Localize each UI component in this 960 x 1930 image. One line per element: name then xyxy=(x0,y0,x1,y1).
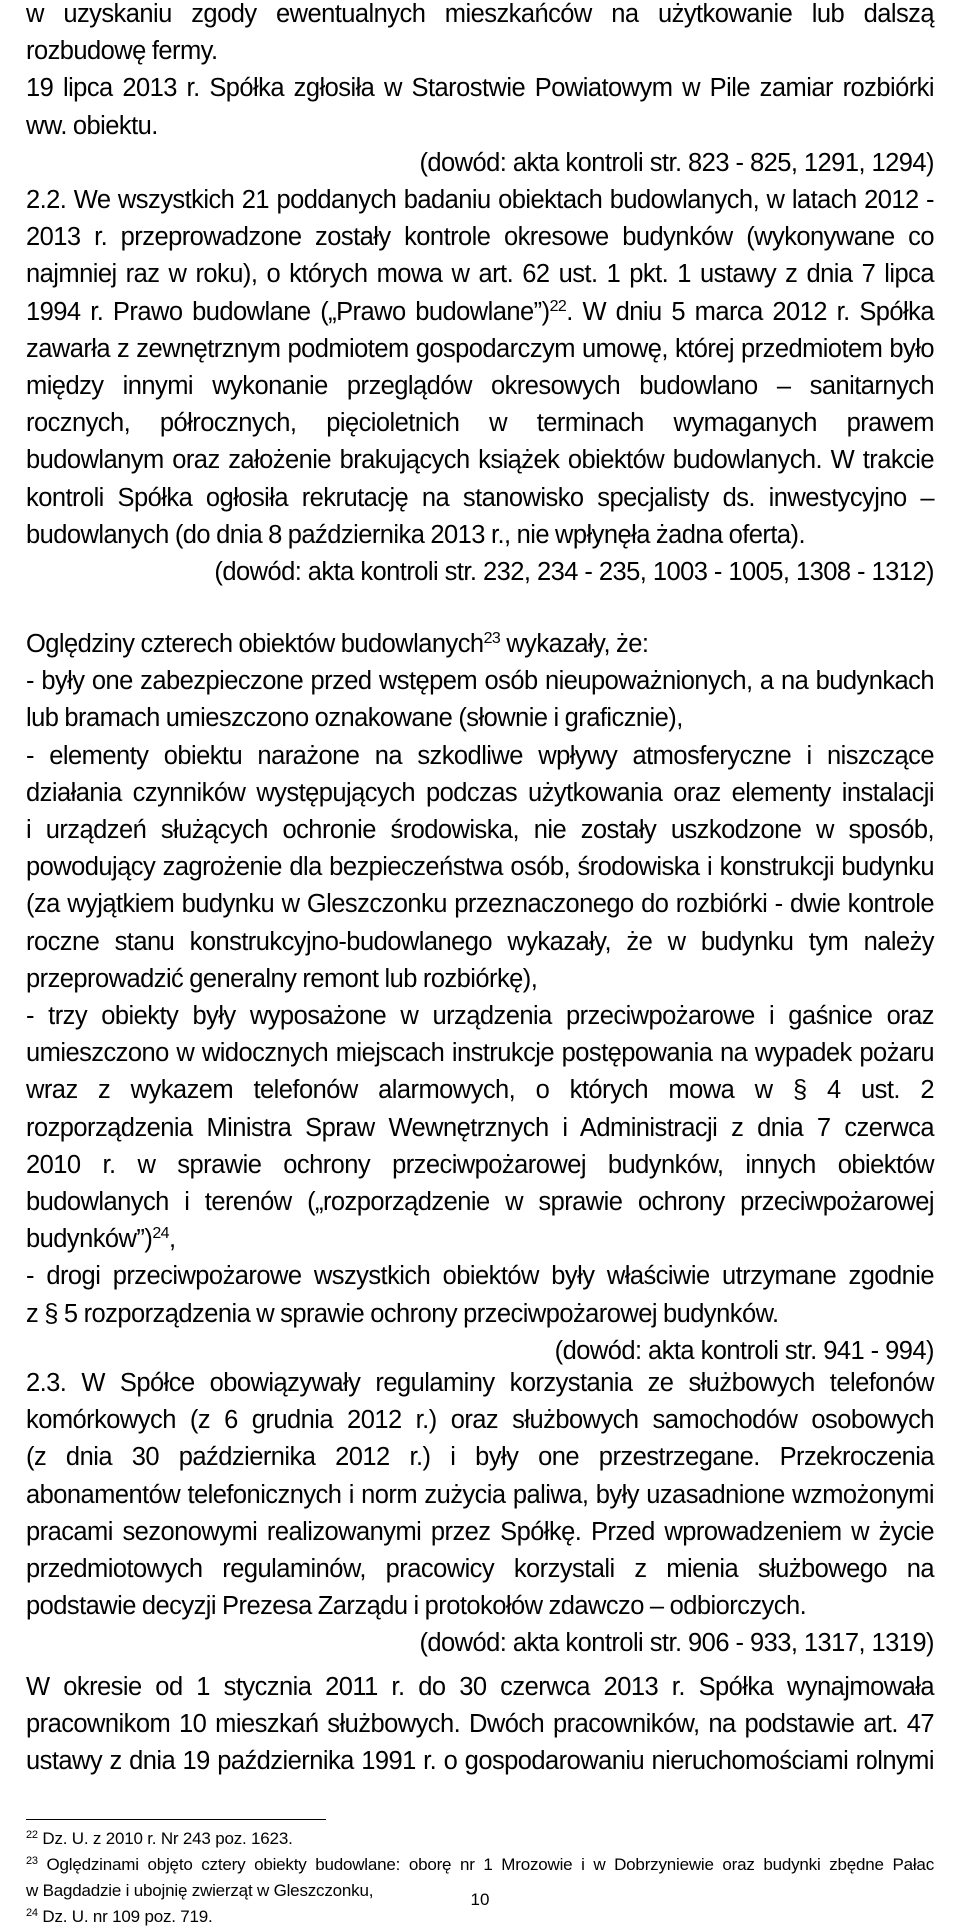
text-line: lub bramach umieszczono oznakowane (słownie i graficznie), xyxy=(26,704,683,733)
text-line: powodujący zagrożenie dla bezpieczeństwa osób, środowiska i konstrukcji budynku xyxy=(26,853,934,882)
footnote-text: w Bagdadzie i ubojnię zwierząt w Gleszczonku, xyxy=(26,1881,374,1900)
text-line: 2.3. W Spółce obowiązywały regulaminy korzystania ze służbowych telefonów xyxy=(26,1369,934,1397)
footnote-ref: 22 xyxy=(549,297,567,315)
text-line: - elementy obiektu narażone na szkodliwe wpływy atmosferyczne i niszczące xyxy=(26,741,934,770)
footnote-separator xyxy=(26,1819,326,1820)
footnote-number: 24 xyxy=(26,1907,38,1919)
text-fragment: budynków”) xyxy=(26,1225,153,1254)
text-line: - drogi przeciwpożarowe wszystkich obiektów były właściwie utrzymane zgodnie xyxy=(26,1262,934,1291)
text-line: roczne stanu konstrukcyjno-budowlanego wykazały, że w budynku tym należy xyxy=(26,927,934,956)
text-line: 19 lipca 2013 r. Spółka zgłosiła w Starostwie Powiatowym w Pile zamiar rozbiórki xyxy=(26,74,934,103)
footnote-ref: 23 xyxy=(483,630,501,647)
text-line: - były one zabezpieczone przed wstępem osób nieupoważnionych, a na budynkach xyxy=(26,667,934,696)
page-number: 10 xyxy=(470,1890,490,1909)
text-fragment: 1994 r. Prawo budowlane („Prawo budowlane”) xyxy=(26,297,550,326)
footnote-ref: 24 xyxy=(152,1225,170,1243)
text-line: - trzy obiekty były wyposażone w urządzenia przeciwpożarowe i gaśnice oraz xyxy=(26,1002,934,1031)
text-line: przeprowadzić generalny remont lub rozbiórkę), xyxy=(26,964,538,993)
intro-paragraph xyxy=(26,0,934,182)
text-line: umieszczono w widocznych miejscach instrukcje postępowania na wypadek pożaru xyxy=(26,1039,934,1068)
text-line: najmniej raz w roku), o których mowa w art. 62 ust. 1 pkt. 1 ustawy z dnia 7 lipca xyxy=(26,260,934,289)
text-line: w uzyskaniu zgody ewentualnych mieszkańców na użytkowanie lub dalszą xyxy=(26,0,934,28)
text-line: działania czynników występujących podczas użytkowania oraz elementy instalacji xyxy=(26,778,934,807)
text-fragment: wykazały, że: xyxy=(500,630,649,658)
evidence-reference: (dowód: akta kontroli str. 232, 234 - 235, 1003 - 1005, 1308 - 1312) xyxy=(214,558,934,587)
footnote xyxy=(26,1852,934,1878)
text-line: 2010 r. w sprawie ochrony przeciwpożarowej budynków, innych obiektów xyxy=(26,1150,934,1179)
inspection-findings xyxy=(26,626,934,1370)
footnote-text: Oględzinami objęto cztery obiekty budowlane: oborę nr 1 Mrozowie i w Dobrzyniewie oraz budynki zbędne Pałac xyxy=(37,1855,934,1874)
text-line: budowlanych i terenów („rozporządzenie w sprawie ochrony przeciwpożarowej xyxy=(26,1188,934,1217)
text-line: pracami sezonowymi realizowanymi przez Spółkę. Przed wprowadzeniem w życie xyxy=(26,1517,934,1546)
evidence-reference: (dowód: akta kontroli str. 941 - 994) xyxy=(554,1336,934,1365)
text-line xyxy=(26,294,934,331)
text-line: rocznych, półrocznych, pięcioletnich w terminach wymaganych prawem xyxy=(26,409,934,438)
text-line: rozbudowę fermy. xyxy=(26,37,218,66)
text-line xyxy=(26,1221,934,1258)
text-line: między innymi wykonanie przeglądów okresowych budowlano – sanitarnych xyxy=(26,372,934,401)
text-line: (z dnia 30 października 2012 r.) i były one przestrzegane. Przekroczenia xyxy=(26,1443,934,1472)
text-fragment: , xyxy=(169,1225,176,1254)
text-line: abonamentów telefonicznych i norm zużycia paliwa, były uzasadnione wzmożonymi xyxy=(26,1480,934,1509)
section-2-3 xyxy=(26,1365,934,1663)
footnote-number: 23 xyxy=(26,1855,38,1867)
housing-paragraph xyxy=(26,1669,934,1781)
evidence-reference: (dowód: akta kontroli str. 823 - 825, 1291, 1294) xyxy=(419,148,934,177)
text-line: i urządzeń służących ochronie środowiska, nie zostały uszkodzone w sposób, xyxy=(26,816,934,845)
text-line: zawarła z zewnętrznym podmiotem gospodarczym umowę, której przedmiotem było xyxy=(26,334,934,363)
text-line: (za wyjątkiem budynku w Gleszczonku przeznaczonego do rozbiórki - dwie kontrole xyxy=(26,890,934,919)
text-line: 2.2. We wszystkich 21 poddanych badaniu obiektach budowlanych, w latach 2012 - xyxy=(26,186,934,214)
text-line: budowlanych (do dnia 8 października 2013 r., nie wpłynęła żadna oferta). xyxy=(26,520,806,549)
footnote xyxy=(26,1826,934,1852)
text-line: kontroli Spółka ogłosiła rekrutację na stanowisko specjalisty ds. inwestycyjno – xyxy=(26,483,934,512)
text-line xyxy=(26,626,934,663)
text-line: rozporządzenia Ministra Spraw Wewnętrznych i Administracji z dnia 7 czerwca xyxy=(26,1113,934,1142)
footnote-text: Dz. U. z 2010 r. Nr 243 poz. 1623. xyxy=(37,1829,293,1848)
text-line: W okresie od 1 stycznia 2011 r. do 30 czerwca 2013 r. Spółka wynajmowała xyxy=(26,1673,934,1701)
footnote-text: Dz. U. nr 109 poz. 719. xyxy=(37,1907,213,1926)
text-line: komórkowych (z 6 grudnia 2012 r.) oraz służbowych samochodów osobowych xyxy=(26,1406,934,1435)
evidence-reference: (dowód: akta kontroli str. 906 - 933, 1317, 1319) xyxy=(419,1629,934,1658)
text-line: z § 5 rozporządzenia w sprawie ochrony przeciwpożarowej budynków. xyxy=(26,1299,779,1328)
text-line: ustawy z dnia 19 października 1991 r. o gospodarowaniu nieruchomościami rolnymi xyxy=(26,1747,934,1776)
text-line: budowlanym oraz założenie brakujących książek obiektów budowlanych. W trakcie xyxy=(26,446,934,475)
text-line: 2013 r. przeprowadzone zostały kontrole okresowe budynków (wykonywane co xyxy=(26,223,934,252)
text-line: pracownikom 10 mieszkań służbowych. Dwóch pracowników, na podstawie art. 47 xyxy=(26,1710,934,1739)
footnotes xyxy=(26,1826,934,1930)
text-line: przedmiotowych regulaminów, pracowicy korzystali z mienia służbowego na xyxy=(26,1555,934,1584)
text-line: wraz z wykazem telefonów alarmowych, o których mowa w § 4 ust. 2 xyxy=(26,1076,934,1105)
text-line: podstawie decyzji Prezesa Zarządu i protokołów zdawczo – odbiorczych. xyxy=(26,1592,807,1621)
text-fragment: Oględziny czterech obiektów budowlanych xyxy=(26,630,484,658)
footnote-number: 22 xyxy=(26,1829,38,1841)
section-2-2 xyxy=(26,182,934,591)
text-fragment: . W dniu 5 marca 2012 r. Spółka xyxy=(566,297,934,326)
text-line: ww. obiektu. xyxy=(26,111,158,140)
